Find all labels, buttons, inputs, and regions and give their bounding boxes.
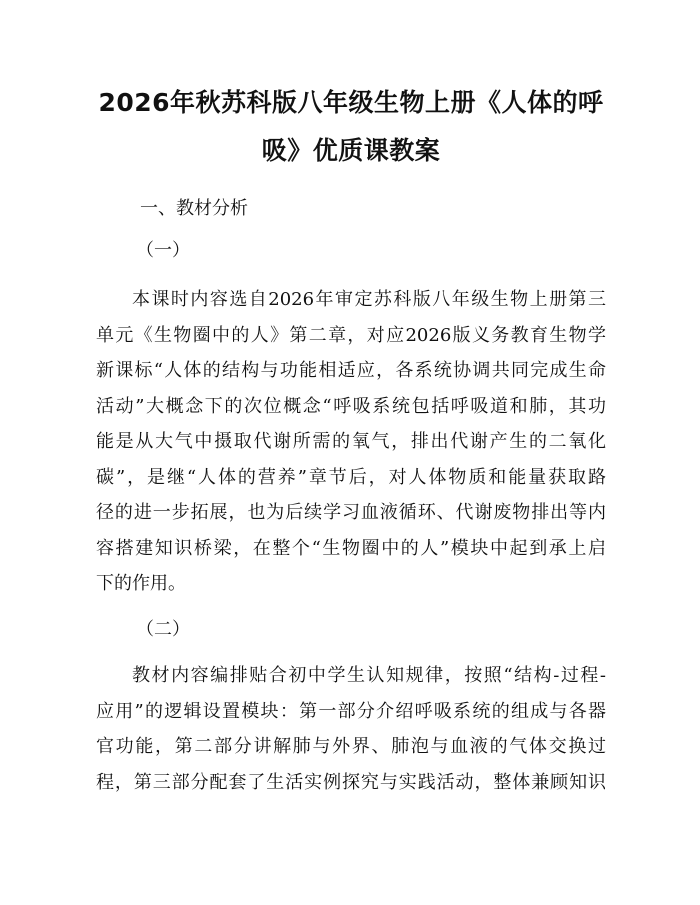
subsection-heading-2: （二） (136, 619, 190, 640)
paragraph-2 (96, 662, 606, 804)
paragraph-line: 径的进一步拓展，也为后续学习血液循环、代谢废物排出等内 (96, 502, 606, 523)
paragraph-line: 应用”的逻辑设置模块：第一部分介绍呼吸系统的组成与各器 (96, 700, 606, 722)
paragraph-line: 碳”，是继“人体的营养”章节后，对人体物质和能量获取路 (96, 466, 606, 488)
paragraph-line: 活动”大概念下的次位概念“呼吸系统包括呼吸道和肺，其功 (96, 395, 606, 417)
paragraph-line: 下的作用。 (96, 573, 186, 594)
paragraph-line: 能是从大气中摄取代谢所需的氧气，排出代谢产生的二氧化 (96, 431, 606, 452)
document-title-line-2: 吸》优质课教案 (261, 136, 441, 165)
document-title-line-1: 2026年秋苏科版八年级生物上册《人体的呼 (98, 88, 604, 117)
paragraph-line: 新课标“人体的结构与功能相适应，各系统协调共同完成生命 (96, 360, 606, 381)
paragraph-1 (96, 286, 606, 606)
paragraph-line: 官功能，第二部分讲解肺与外界、肺泡与血液的气体交换过 (96, 736, 606, 757)
paragraph-line: 程，第三部分配套了生活实例探究与实践活动，整体兼顾知识 (96, 771, 606, 793)
paragraph-line: 本课时内容选自2026年审定苏科版八年级生物上册第三 (132, 289, 606, 310)
paragraph-line: 单元《生物圈中的人》第二章，对应2026版义务教育生物学 (96, 324, 606, 346)
paragraph-line: 教材内容编排贴合初中学生认知规律，按照“结构-过程- (132, 665, 606, 686)
paragraph-line: 容搭建知识桥梁，在整个“生物圈中的人”模块中起到承上启 (96, 537, 606, 559)
section-heading-textbook-analysis: 一、教材分析 (140, 198, 248, 219)
subsection-heading-1: （一） (136, 240, 190, 261)
